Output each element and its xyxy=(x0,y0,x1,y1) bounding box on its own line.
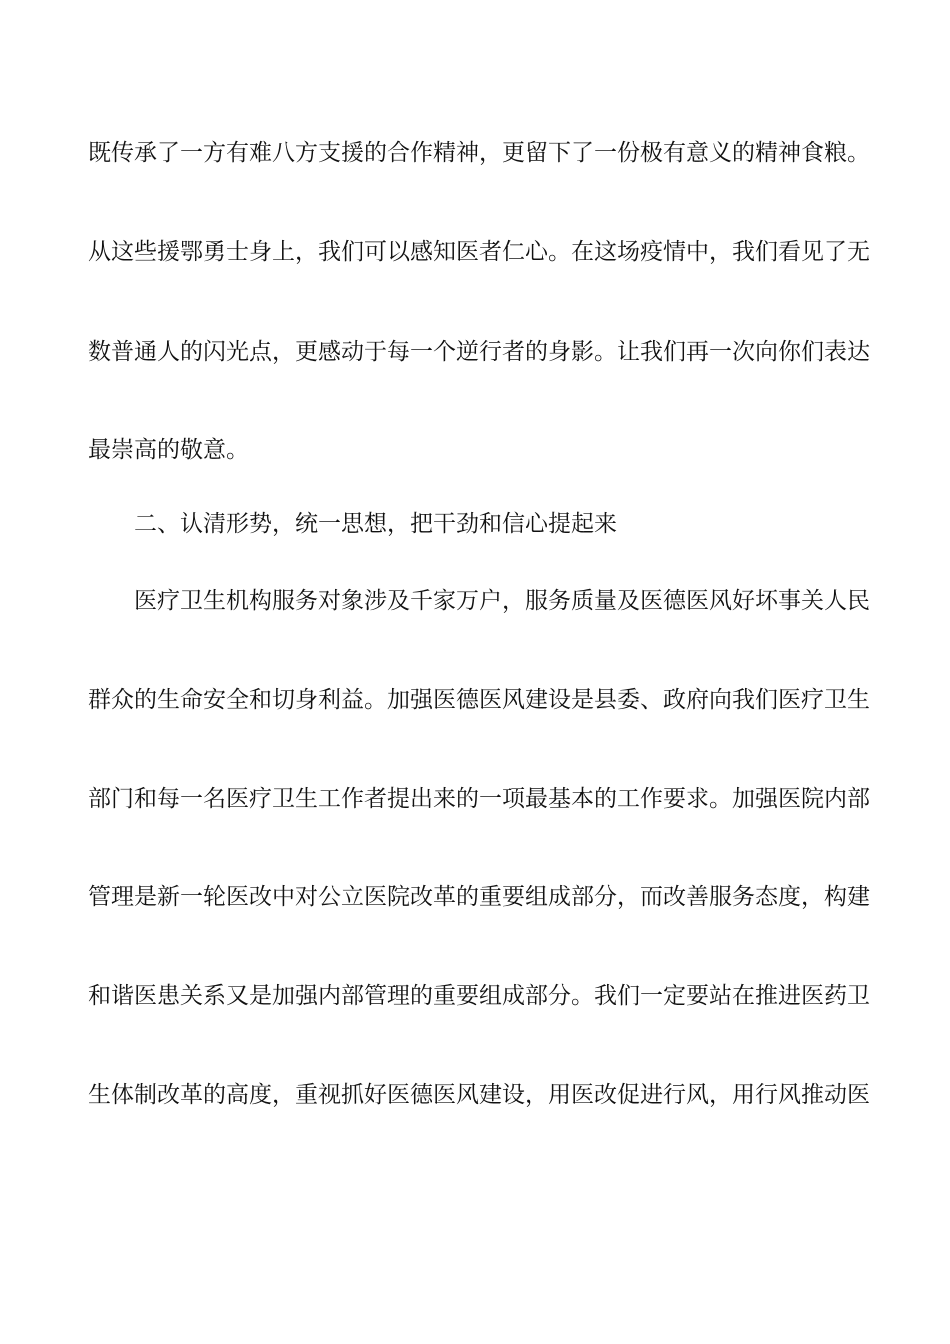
paragraph-2-line-5: 和谐医患关系又是加强内部管理的重要组成部分。我们一定要站在推进医药卫 xyxy=(88,983,870,1009)
paragraph-1-line-4: 最崇高的敬意。 xyxy=(88,437,249,463)
paragraph-1-line-3: 数普通人的闪光点，更感动于每一个逆行者的身影。让我们再一次向你们表达 xyxy=(88,339,870,365)
section-heading: 二、认清形势，统一思想，把干劲和信心提起来 xyxy=(134,511,617,537)
paragraph-1-line-2: 从这些援鄂勇士身上，我们可以感知医者仁心。在这场疫情中，我们看见了无 xyxy=(88,239,870,265)
paragraph-1-line-1: 既传承了一方有难八方支援的合作精神，更留下了一份极有意义的精神食粮。 xyxy=(88,140,870,166)
paragraph-2-line-6: 生体制改革的高度，重视抓好医德医风建设，用医改促进行风，用行风推动医 xyxy=(88,1082,870,1108)
paragraph-2-line-2: 群众的生命安全和切身利益。加强医德医风建设是县委、政府向我们医疗卫生 xyxy=(88,687,870,713)
paragraph-2-line-1: 医疗卫生机构服务对象涉及千家万户，服务质量及医德医风好坏事关人民 xyxy=(134,588,870,614)
paragraph-2-line-3: 部门和每一名医疗卫生工作者提出来的一项最基本的工作要求。加强医院内部 xyxy=(88,786,870,812)
paragraph-2-line-4: 管理是新一轮医改中对公立医院改革的重要组成部分，而改善服务态度，构建 xyxy=(88,884,870,910)
